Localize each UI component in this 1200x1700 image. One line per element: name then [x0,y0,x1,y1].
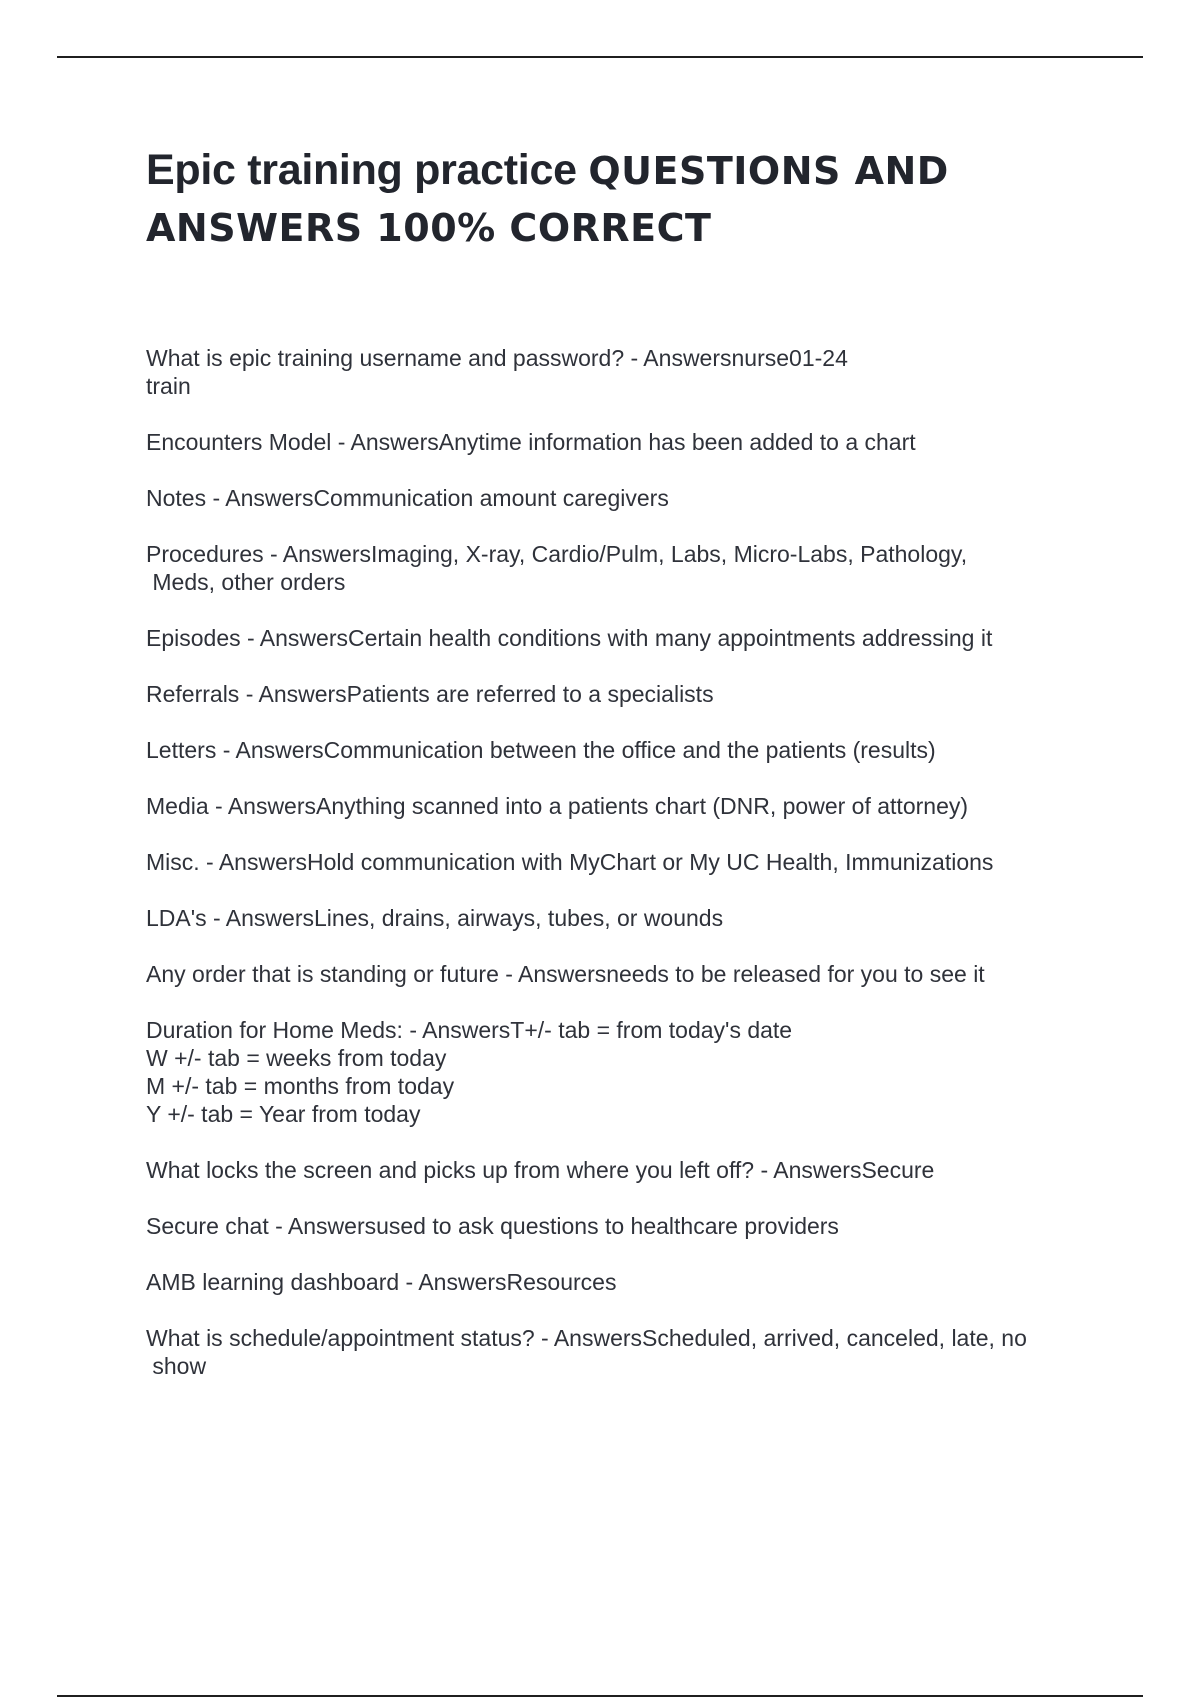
qa-item [146,484,1106,512]
qa-item [146,540,1106,596]
qa-list [146,344,1106,1408]
qa-item [146,1016,1106,1128]
qa-line: Misc. - AnswersHold communication with MyChart or My UC Health, Immunizations [146,849,994,875]
title-part-2: QUESTIONS AND ANSWERS 100% CORRECT [146,149,949,250]
qa-line: Y +/- tab = Year from today [146,1101,421,1127]
qa-item [146,344,1106,400]
qa-line: LDA's - AnswersLines, drains, airways, tubes, or wounds [146,905,724,931]
qa-line: Media - AnswersAnything scanned into a patients chart (DNR, power of attorney) [146,793,969,819]
qa-item [146,1156,1106,1184]
qa-line: What is schedule/appointment status? - AnswersScheduled, arrived, canceled, late, no [146,1325,1027,1351]
qa-line: Letters - AnswersCommunication between the office and the patients (results) [146,737,936,763]
qa-line: Notes - AnswersCommunication amount caregivers [146,485,669,511]
qa-line: Encounters Model - AnswersAnytime information has been added to a chart [146,429,916,455]
qa-item [146,792,1106,820]
qa-line: Referrals - AnswersPatients are referred to a specialists [146,681,714,707]
qa-line: show [146,1353,207,1379]
qa-item [146,428,1106,456]
qa-item [146,1212,1106,1240]
qa-line: Any order that is standing or future - Answersneeds to be released for you to see it [146,961,985,987]
title-part-1: Epic training practice [146,146,589,194]
qa-line: train [146,373,191,399]
qa-line: Episodes - AnswersCertain health conditions with many appointments addressing it [146,625,993,651]
qa-item [146,904,1106,932]
qa-item [146,848,1106,876]
qa-line: M +/- tab = months from today [146,1073,455,1099]
qa-item [146,624,1106,652]
bottom-divider [57,1695,1143,1697]
qa-item [146,960,1106,988]
qa-line: What is epic training username and password? - Answersnurse01-24 [146,345,848,371]
qa-line: AMB learning dashboard - AnswersResources [146,1269,617,1295]
top-divider [57,56,1143,58]
qa-line: What locks the screen and picks up from where you left off? - AnswersSecure [146,1157,935,1183]
qa-line: Procedures - AnswersImaging, X-ray, Cardio/Pulm, Labs, Micro-Labs, Pathology, [146,541,968,567]
qa-item [146,1268,1106,1296]
qa-line: Secure chat - Answersused to ask questions to healthcare providers [146,1213,839,1239]
qa-item [146,680,1106,708]
qa-item [146,1324,1106,1380]
qa-line: Meds, other orders [146,569,346,595]
qa-line: W +/- tab = weeks from today [146,1045,447,1071]
qa-item [146,736,1106,764]
document-title [146,142,1106,256]
qa-line: Duration for Home Meds: - AnswersT+/- tab = from today's date [146,1017,793,1043]
